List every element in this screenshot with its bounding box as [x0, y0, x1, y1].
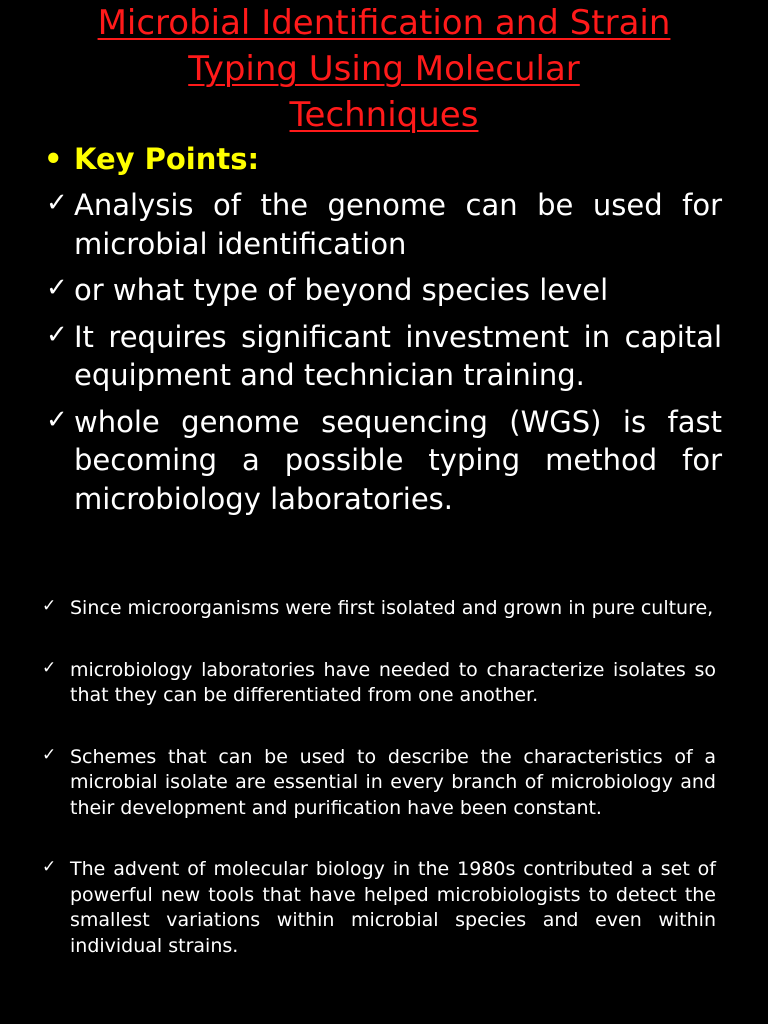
- key-points-heading: [44, 140, 259, 178]
- list-item-text: microbiology laboratories have needed to characterize isolates so that they can be differentiated from one another.: [70, 658, 716, 706]
- list-item-text: Schemes that can be used to describe the characteristics of a microbial isolate are essential in every branch of microbiology and their development and purification have been constant.: [70, 745, 716, 819]
- list-item-text: or what type of beyond species level: [74, 273, 609, 307]
- check-mark-icon: ✓: [42, 657, 57, 678]
- list-item: [42, 658, 716, 709]
- list-item: [42, 857, 716, 959]
- detail-points-list: [42, 596, 716, 995]
- list-item: [46, 186, 722, 263]
- check-mark-icon: ✓: [42, 744, 57, 765]
- bullet-dot: •: [44, 142, 63, 176]
- list-item-text: Analysis of the genome can be used for microbial identification: [74, 188, 722, 261]
- list-item: [46, 271, 722, 310]
- list-item: [42, 745, 716, 822]
- list-item: [46, 318, 722, 395]
- title-line: Microbial Identification and Strain: [97, 3, 671, 43]
- list-item: [46, 403, 722, 519]
- check-mark-icon: ✓: [42, 857, 57, 877]
- slide-title: [40, 0, 728, 138]
- list-item: [42, 596, 716, 622]
- list-item-text: Since microorganisms were first isolated and grown in pure culture,: [70, 597, 714, 619]
- check-mark-icon: ✓: [46, 188, 68, 218]
- title-line: Techniques: [289, 95, 479, 135]
- key-points-label: Key Points:: [74, 142, 260, 176]
- title-line: Typing Using Molecular: [188, 49, 580, 89]
- list-item-text: The advent of molecular biology in the 1980s contributed a set of powerful new tools that have helped microbiologists to detect the smallest variations within microbial species and even within individual strains.: [70, 858, 716, 957]
- list-item-text: whole genome sequencing (WGS) is fast becoming a possible typing method for microbiology laboratories.: [74, 404, 722, 516]
- check-mark-icon: ✓: [46, 404, 68, 435]
- check-mark-icon: ✓: [42, 596, 57, 616]
- key-points-list: [46, 186, 722, 526]
- list-item-text: It requires significant investment in capital equipment and technician training.: [74, 319, 722, 392]
- check-mark-icon: ✓: [46, 273, 68, 303]
- check-mark-icon: ✓: [46, 319, 68, 350]
